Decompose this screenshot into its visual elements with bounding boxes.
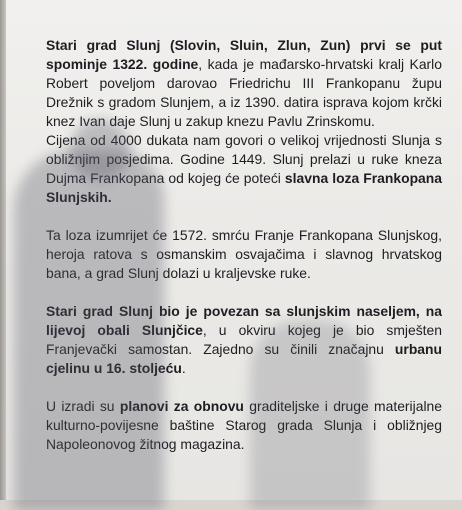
text-segment: graditeljske i druge materijalne kulturno-povijesne baštine Starog grada Slunja i obližnjeg Napoleonovog žitnog magazina.: [46, 398, 442, 452]
paragraph-lineage-end: [46, 226, 442, 283]
text-segment: Ta loza izumrijet će 1572. smrću Franje Frankopana Slunjskog, heroja ratova s osmanskim osvajačima i slavnog hrvatskog bana, a grad Slunj dolazi u kraljevske ruke.: [46, 227, 442, 281]
board-frame-edge: [0, 0, 6, 500]
text-segment: .: [181, 360, 186, 376]
paragraph-settlement: [46, 302, 442, 378]
text-segment: Cijena od 4000 dukata nam govori o velikoj vrijednosti Slunja s obližnjim posjedima. Godine 1449. Slunj prelazi u ruke kneza Dujma Frankopana od kojeg će poteći: [46, 132, 442, 186]
text-segment: , u okviru kojeg je bio smješten Franjevački samostan. Zajedno su činili značajnu: [46, 322, 442, 357]
text-segment: Stari grad Slunj (Slovin, Sluin, Zlun, Zun) prvi se put spominje 1322. godine: [46, 37, 442, 72]
board-text: [46, 36, 442, 473]
paragraph-restoration-plans: [46, 397, 442, 454]
text-segment: U izradi su: [46, 398, 120, 414]
text-segment: slavna loza Frankopana Slunjskih.: [46, 170, 442, 205]
text-segment: Stari grad Slunj bio je povezan sa slunjskim naseljem, na lijevoj obali Slunjčice: [46, 303, 442, 338]
text-segment: , kada je mađarsko-hrvatski kralj Karlo Robert poveljom darovao Friedrichu III Frankopanu župu Drežnik s gradom Slunjem, a iz 1390. datira isprava kojom krčki knez Ivan daje Slunj u zakup knezu Pavlu Zrinskomu.: [46, 56, 442, 129]
text-segment: planovi za obnovu: [119, 398, 244, 414]
paragraph-history-origin: [46, 36, 442, 207]
text-segment: urbanu cjelinu u 16. stoljeću: [46, 341, 442, 376]
